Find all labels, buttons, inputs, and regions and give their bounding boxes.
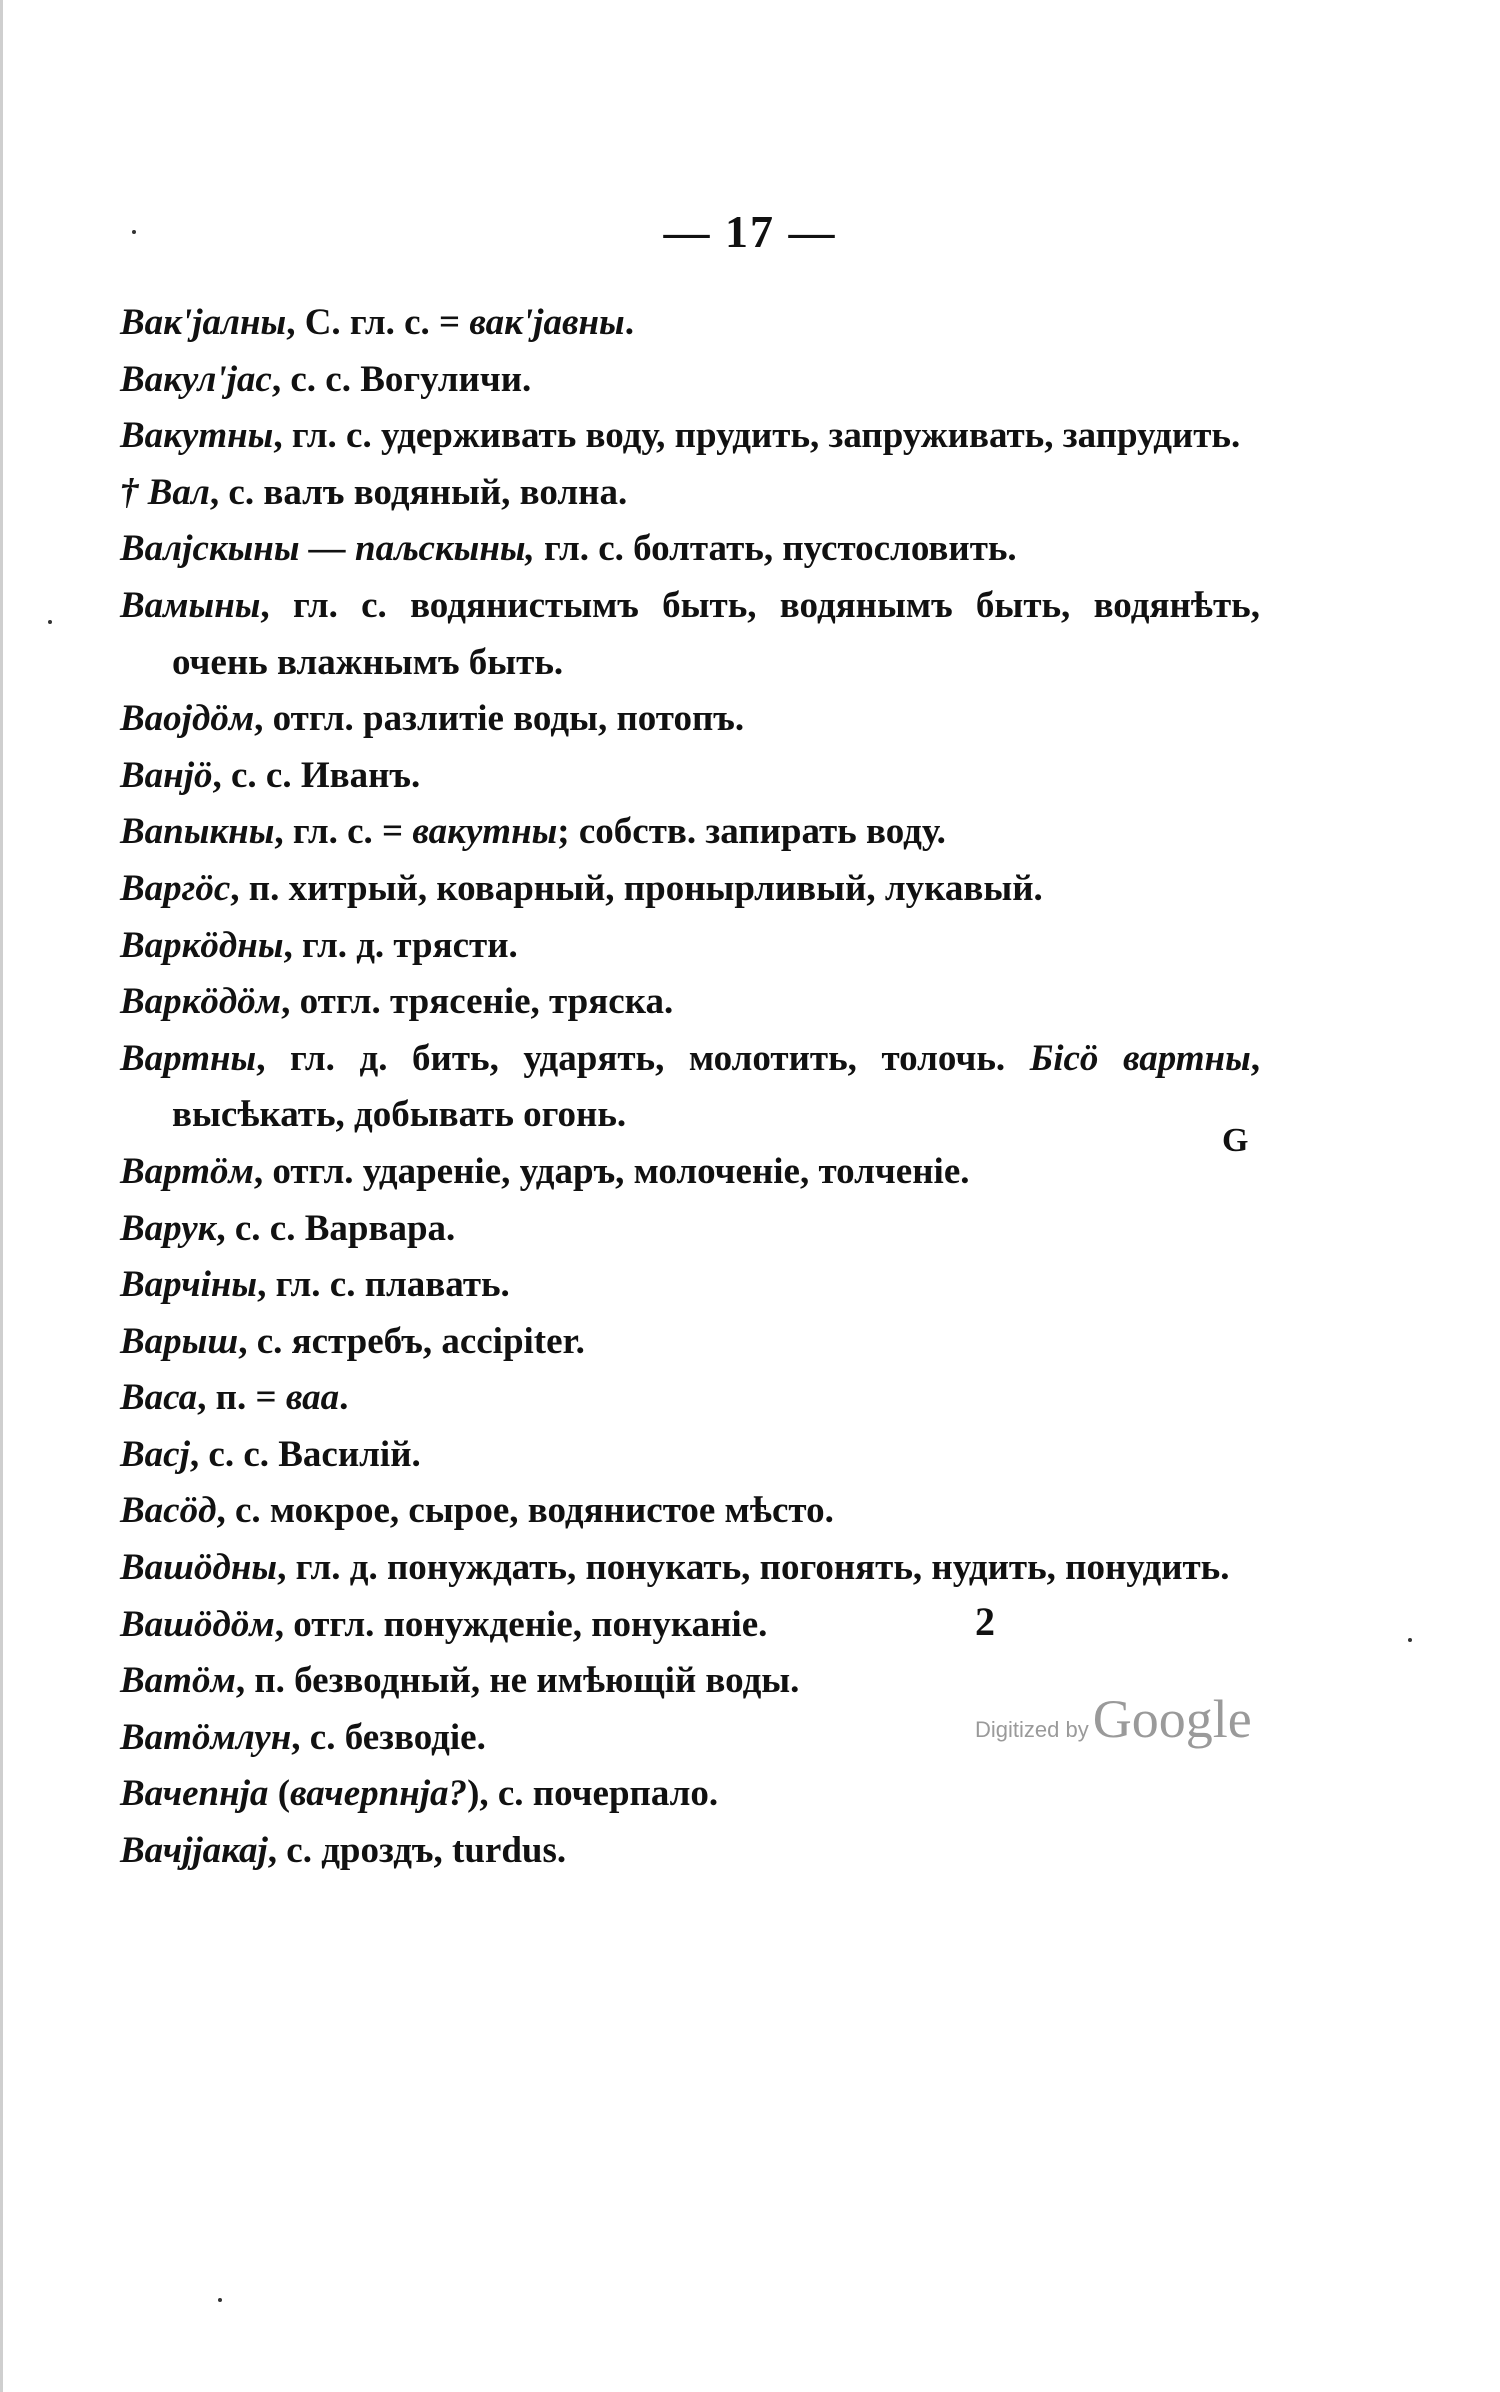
scan-speck [48,620,52,624]
entry-headword: Ванјӧ [120,754,213,796]
entry-headword: Васӧд [120,1490,217,1532]
dictionary-entry [120,974,1260,1031]
entry-definition: , с. с. Вогуличи. [271,358,532,400]
dictionary-entry [120,465,1260,522]
entry-definition: , с. ястребъ, accipiter. [238,1320,585,1362]
entry-definition: , С. гл. с. = [286,302,470,343]
entry-definition: , п. безводный, не имѣющій воды. [235,1660,800,1702]
entry-definition: , гл. с. водянистымъ быть, водянымъ быть, водянѣть, очень влажнымъ быть. [172,584,1260,683]
entry-headword: Вапыкны [120,811,275,853]
entry-cross-reference: вачерпнја? [290,1773,468,1815]
dictionary-entry [120,521,1260,578]
dictionary-entries [120,295,1260,1880]
entry-cross-reference: вак'јавны [469,302,625,343]
entry-headword: Вачепнја [120,1773,269,1815]
watermark-small-text: Digitized by [975,1717,1089,1742]
dictionary-entry [120,352,1260,409]
entry-headword: Варгӧс [120,867,231,909]
entry-definition: , отгл. трясеніе, тряска. [281,981,674,1023]
entry-definition: , п. = [197,1377,286,1419]
entry-definition-tail: . [624,302,634,343]
entry-definition: гл. с. болтать, пустословить. [534,528,1017,570]
page-number: — 17 — [663,206,837,257]
entry-headword: Вакутны [120,415,274,457]
entry-definition: , с. с. Иванъ. [212,754,421,796]
entry-headword: Варчіны [120,1264,258,1306]
dictionary-entry [120,804,1260,861]
dictionary-entry [120,1597,1260,1654]
entry-definition: ( [268,1773,291,1815]
entry-definition: , гл. с. = [274,811,413,853]
dictionary-entry [120,1823,1260,1880]
scan-speck [218,2298,222,2302]
entry-definition: , с. валъ водяный, волна. [209,471,628,513]
dictionary-entry [120,861,1260,918]
dictionary-entry [120,1370,1260,1427]
entry-definition: , гл. д. бить, ударять, молотить, толочь. [256,1037,1030,1079]
dictionary-entry [120,295,1260,352]
entry-headword: Валјскыны — паљскыны, [120,528,535,570]
dictionary-entry [120,1144,1260,1201]
entry-headword: Вартӧм [120,1150,254,1192]
entry-definition: , гл. с. плавать. [257,1264,510,1306]
scan-speck [1408,1638,1412,1642]
entry-headword: Вак'јалны [120,302,287,343]
signature-mark: 2 [975,1599,995,1644]
entry-cross-reference: вакутны [412,811,558,853]
digitized-watermark [975,1688,1252,1750]
dictionary-entry [120,1427,1260,1484]
scan-speck [132,230,136,234]
entry-definition: , с. дроздъ, turdus. [267,1830,567,1872]
watermark-logo-text: Google [1092,1689,1252,1749]
entry-headword: Ватӧм [120,1660,236,1702]
dictionary-entry [120,1766,1260,1823]
entry-headword: Вашӧдӧм [120,1603,275,1645]
entry-definition-tail: ), с. почерпало. [467,1773,719,1815]
entry-headword: Вачјјакај [120,1830,268,1872]
entry-definition: , гл. с. удерживать воду, прудить, запруживать, запрудить. [273,415,1241,457]
dictionary-entry [120,1257,1260,1314]
entry-headword: Васј [120,1433,190,1475]
entry-definition-tail: , высѣкать, добывать огонь. [172,1037,1261,1136]
entry-headword: † Вал [120,471,210,513]
entry-definition: , с. мокрое, сырое, водянистое мѣсто. [216,1490,834,1532]
dictionary-entry [120,578,1260,691]
entry-headword: Васа [120,1377,198,1419]
dictionary-entry [120,1314,1260,1371]
entry-headword: Вакул'јас [120,358,272,400]
entry-definition-tail: . [339,1377,349,1419]
entry-definition: , отгл. удареніе, ударъ, молоченіе, толченіе. [253,1150,970,1192]
dictionary-entry [120,1201,1260,1258]
entry-headword: Ваојдӧм [120,698,255,740]
scan-edge [0,0,3,2392]
entry-cross-reference: Бісӧ вартны [1029,1037,1251,1079]
dictionary-entry [120,1483,1260,1540]
entry-definition: , гл. д. понуждать, понукать, погонять, нудить, понудить. [277,1547,1230,1589]
entry-headword: Варук [120,1207,217,1249]
entry-headword: Ватӧмлун [120,1716,292,1758]
dictionary-entry [120,918,1260,975]
dictionary-entry [120,691,1260,748]
dictionary-entry [120,748,1260,805]
entry-headword: Вашӧдны [120,1547,278,1589]
dictionary-entry [120,408,1260,465]
dictionary-entry [120,1031,1260,1144]
entry-definition: , с. с. Василій. [189,1433,421,1475]
dictionary-entry [120,1540,1260,1597]
entry-definition-tail: ; собств. запирать воду. [557,811,946,853]
entry-definition: , гл. д. трясти. [283,924,518,966]
entry-definition: , с. безводіе. [291,1716,486,1758]
entry-headword: Варкӧдӧм [120,981,282,1023]
entry-definition: , отгл. разлитіе воды, потопъ. [254,698,745,740]
entry-headword: Вамыны [120,584,261,626]
entry-headword: Варыш [120,1320,239,1362]
entry-headword: Варкӧдны [120,924,284,966]
entry-headword: Вартны [120,1037,257,1079]
entry-definition: , отгл. понужденіе, понуканіе. [274,1603,768,1645]
entry-cross-reference: ваа [285,1377,340,1419]
margin-mark: G [1222,1122,1249,1159]
entry-definition: , п. хитрый, коварный, пронырливый, лукавый. [230,867,1043,909]
entry-definition: , с. с. Варвара. [216,1207,456,1249]
